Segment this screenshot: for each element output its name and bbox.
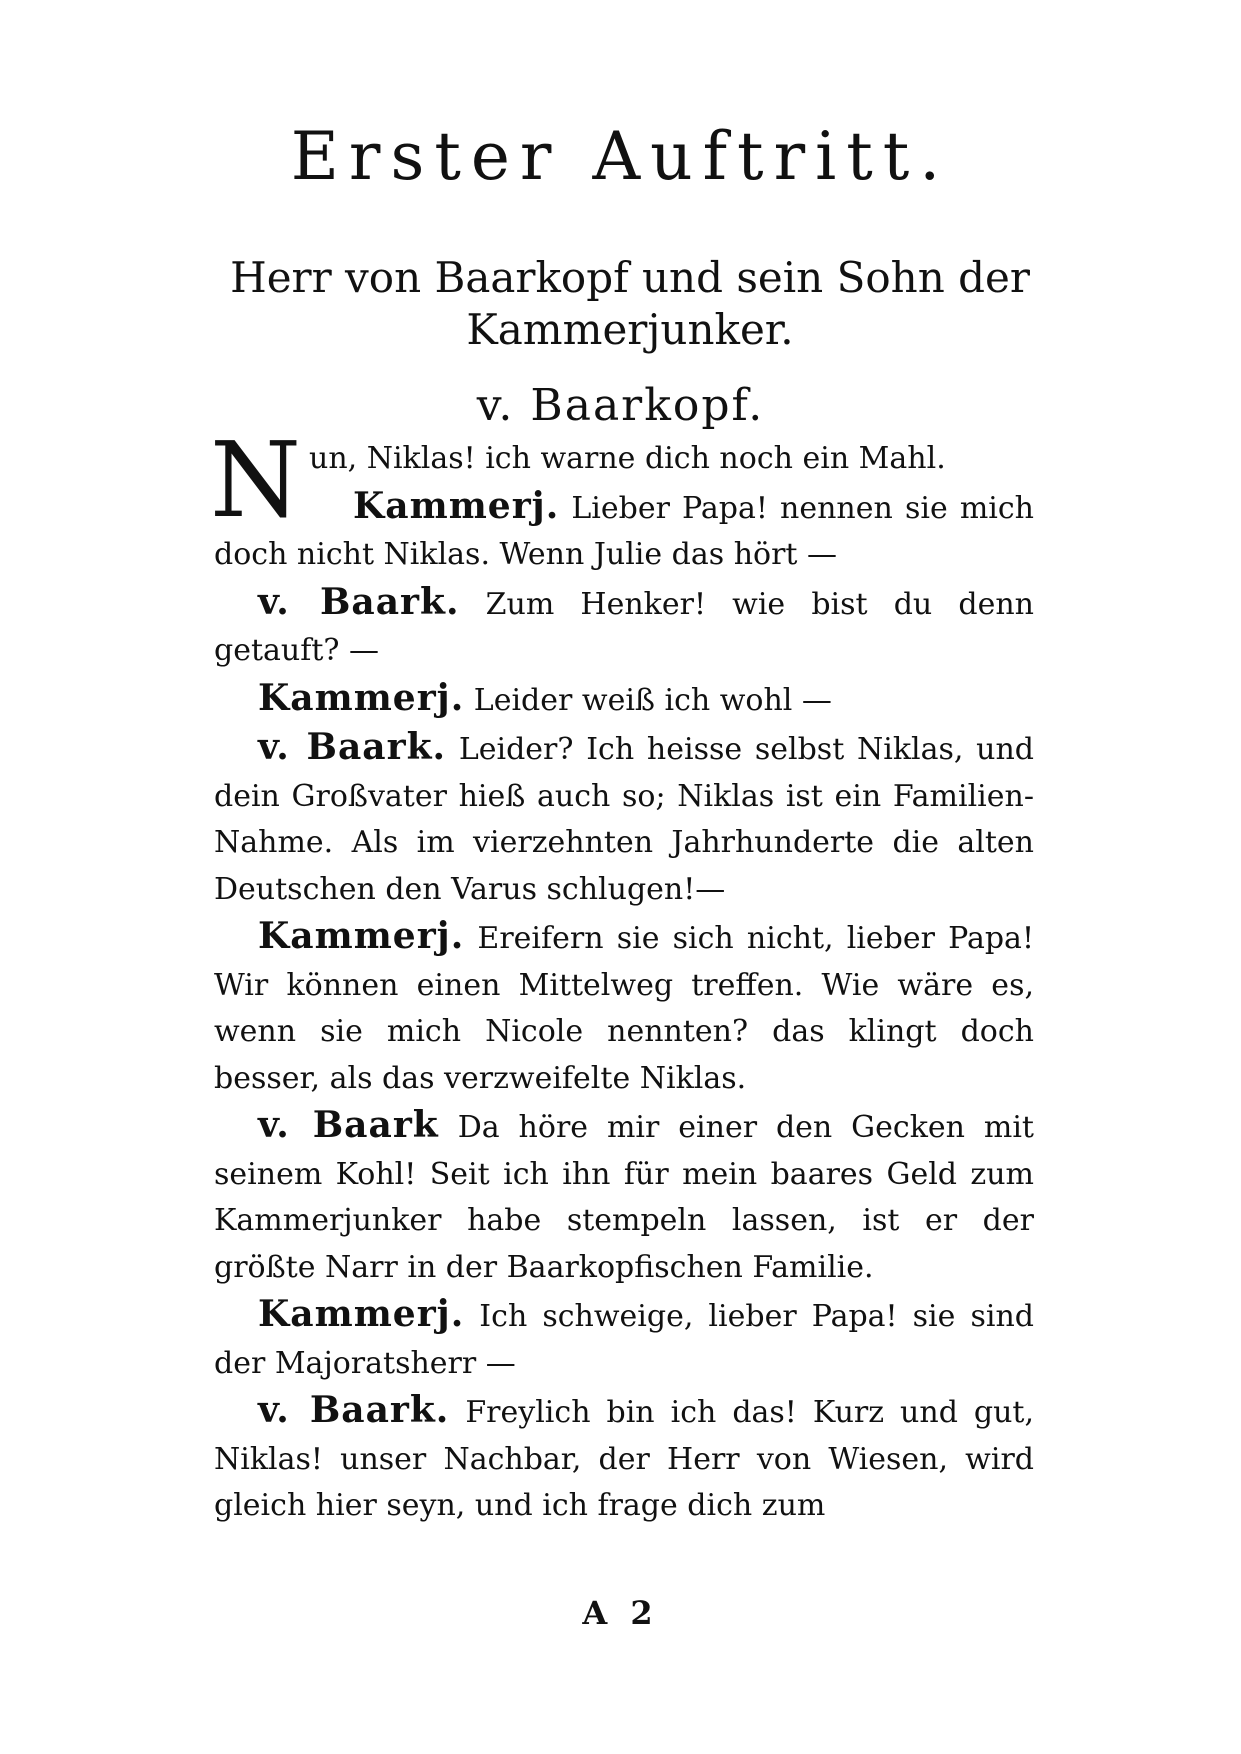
dialogue-line (214, 1291, 1034, 1387)
signature-mark: A 2 (582, 1594, 659, 1632)
speaker-name: v. Baark. (258, 580, 460, 623)
line-text: Freylich bin ich das! Kurz und gut, Niklas! unser Nachbar, der Herr von Wiesen, wird gleich hier seyn, und ich frage dich zum (214, 1395, 1035, 1523)
dialogue-line (214, 913, 1034, 1102)
speaker-name: v. Baark. (258, 1389, 450, 1431)
dialogue-line (214, 1387, 1034, 1530)
cast-list: Herr von Baarkopf und sein Sohn der Kammerjunker. (230, 253, 1030, 354)
speaker-name: v. Baark (258, 1104, 439, 1146)
line-text: Leider weiß ich wohl — (473, 682, 832, 718)
speaker-name: Kammerj. (353, 484, 560, 527)
drop-cap: N (210, 419, 301, 541)
scene-heading: Erster Auftritt. (290, 118, 951, 195)
dialogue-line (214, 1102, 1034, 1291)
speaker-name: Kammerj. (258, 915, 465, 957)
line-text: Leider? Ich heisse selbst Niklas, und dein Großvater hieß auch so; Niklas ist ein Familien-Nahme. Als im vierzehnten Jahrhunderte die alten Deutschen den Varus schlugen!— (214, 732, 1034, 907)
line-text: Da höre mir einer den Gecken mit seinem Kohl! Seit ich ihn für mein baares Geld zum Kammerjunker habe stempeln lassen, ist er der größte Narr in der Baarkopfischen Familie. (214, 1110, 1034, 1285)
speaker-name: Kammerj. (258, 1293, 465, 1335)
line-text: Zum Henker! wie bist du denn getauft? — (214, 586, 1035, 668)
dialogue-line (214, 579, 1034, 675)
line-text: Ereifern sie sich nicht, lieber Papa! Wir können einen Mittelweg treffen. Wie wäre es, wenn sie mich Nicole nennten? das klingt doch besser, als das verzweifelte Niklas. (214, 921, 1035, 1096)
dialogue-line (214, 724, 1034, 913)
line-text: Lieber Papa! nennen sie mich doch nicht Niklas. Wenn Julie das hört — (214, 490, 1034, 572)
line-text: un, Niklas! ich warne dich noch ein Mahl. (309, 441, 946, 476)
dialogue-text (210, 419, 1035, 1530)
line-text: Ich schweige, lieber Papa! sie sind der Majoratsherr — (214, 1299, 1034, 1381)
dialogue-line (214, 483, 1034, 579)
speaker-name: Kammerj. (258, 676, 465, 719)
speaker-name: v. Baark. (258, 726, 447, 768)
first-speaker-heading: v. Baarkopf. (476, 380, 765, 431)
dialogue-line (214, 675, 1034, 725)
